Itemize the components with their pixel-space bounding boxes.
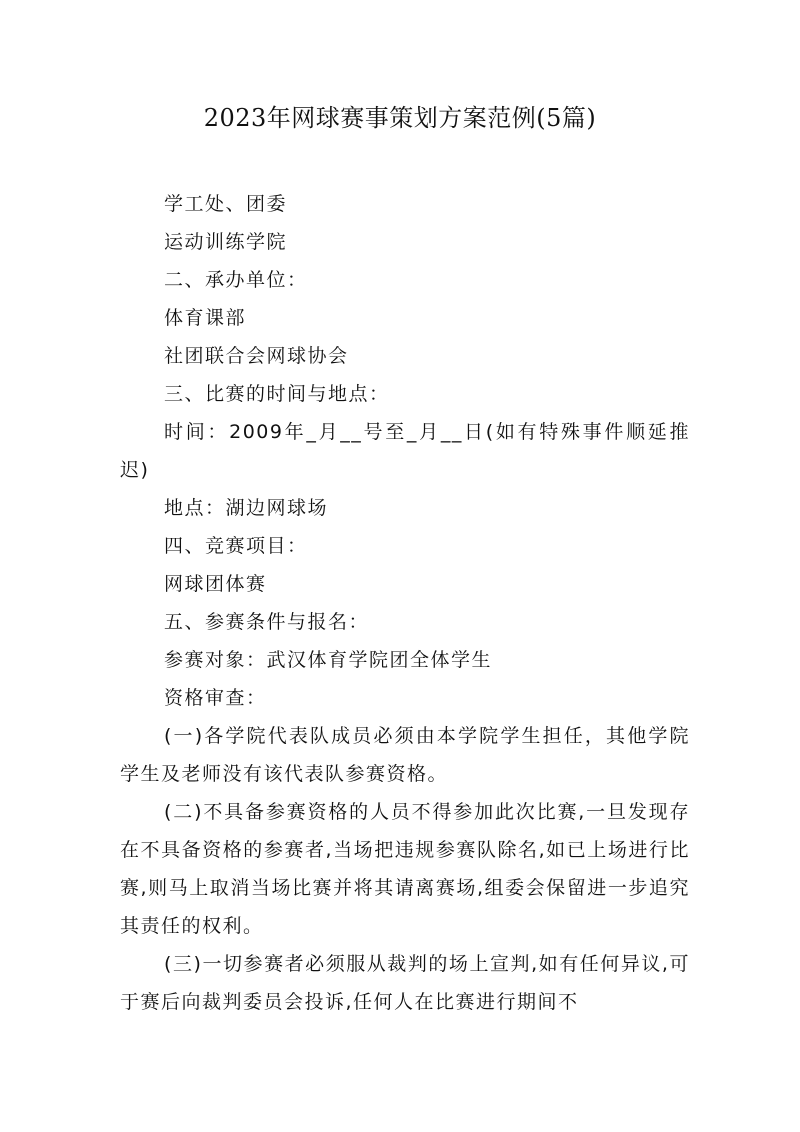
paragraph: 网球团体赛 xyxy=(164,573,267,595)
paragraph: 地点：湖边网球场 xyxy=(164,497,329,519)
paragraph: 五、参赛条件与报名： xyxy=(164,611,370,633)
paragraph: 时间：2009年_月__号至_月__日(如有特殊事件顺延推迟) xyxy=(120,421,690,481)
paragraph: 社团联合会网球协会 xyxy=(164,345,349,367)
paragraph: 资格审查： xyxy=(164,687,267,709)
paragraph: 运动训练学院 xyxy=(164,231,288,253)
paragraph: 参赛对象：武汉体育学院团全体学生 xyxy=(164,649,493,671)
paragraph: (三)一切参赛者必须服从裁判的场上宣判,如有任何异议,可于赛后向裁判委员会投诉,任何人在比赛进行期间不 xyxy=(120,953,690,1013)
paragraph: 体育课部 xyxy=(164,307,247,329)
paragraph: (二)不具备参赛资格的人员不得参加此次比赛,一旦发现存在不具备资格的参赛者,当场把违规参赛队除名,如已上场进行比赛,则马上取消当场比赛并将其请离赛场,组委会保留进一步追究其责任的权利。 xyxy=(120,801,690,937)
paragraph: 二、承办单位： xyxy=(164,269,308,291)
document-title: 2023年网球赛事策划方案范例(5篇) xyxy=(203,104,597,132)
paragraph: 四、竞赛项目： xyxy=(164,535,308,557)
paragraph: (一)各学院代表队成员必须由本学院学生担任，其他学院学生及老师没有该代表队参赛资格。 xyxy=(120,725,690,785)
document-body xyxy=(120,185,690,1021)
paragraph: 学工处、团委 xyxy=(164,193,288,215)
paragraph: 三、比赛的时间与地点： xyxy=(164,383,390,405)
